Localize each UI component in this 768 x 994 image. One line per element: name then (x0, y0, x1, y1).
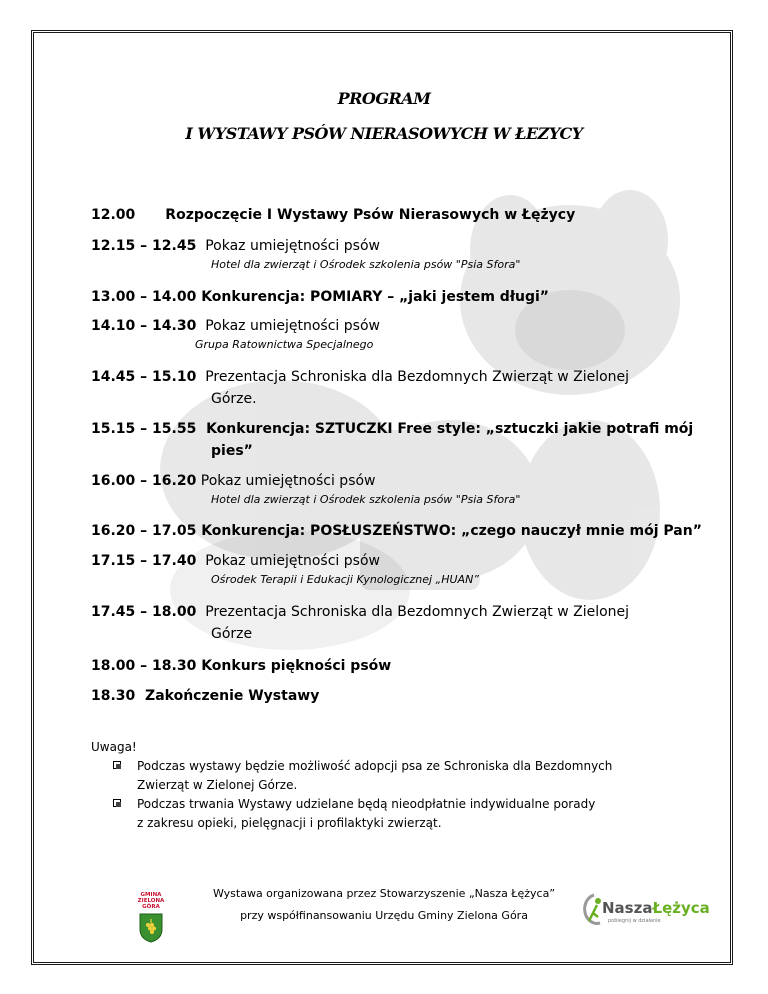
footer-organizer: Wystawa organizowana przez Stowarzyszenie „Nasza Łężyca” (212, 887, 556, 900)
schedule-event: Pokaz umiejętności psów (205, 318, 380, 334)
footer-funding: przy współfinansowaniu Urzędu Gminy Zielona Góra (240, 909, 528, 922)
schedule-time: 18.30 (91, 688, 136, 704)
note-text-line: Podczas trwania Wystawy udzielane będą nieodpłatnie indywidualne porady (137, 797, 596, 811)
schedule-event: Prezentacja Schroniska dla Bezdomnych Zwierząt w Zielonej (205, 369, 630, 385)
program-title: PROGRAM (337, 89, 431, 108)
notes-heading: Uwaga! (91, 740, 137, 754)
schedule-item (91, 471, 376, 491)
logo-text-part: Łężyca (652, 899, 710, 917)
note-text-line: z zakresu opieki, pielęgnacji i profilaktyki zwierząt. (137, 816, 442, 830)
schedule-time: 17.45 – 18.00 (91, 604, 197, 620)
checkbox-bullet-icon (113, 799, 121, 807)
schedule-event: Konkurencja: SZTUCZKI Free style: „sztuczki jakie potrafi mój (206, 421, 694, 437)
schedule-time: 17.15 – 17.40 (91, 553, 197, 569)
gmina-logo-label: GMINA (140, 892, 162, 898)
note-text-line: Zwierząt w Zielonej Górze. (137, 778, 298, 792)
schedule-item (91, 686, 319, 706)
schedule-time: 18.00 – 18.30 (91, 658, 197, 674)
schedule-time: 13.00 – 14.00 (91, 289, 197, 305)
note-item (113, 795, 676, 833)
schedule-organizer: Ośrodek Terapii i Edukacji Kynologicznej „HUAN” (211, 573, 480, 586)
schedule-time: 15.15 – 15.55 (91, 421, 197, 437)
schedule-event: Pokaz umiejętności psów (205, 238, 380, 254)
program-subtitle: I WYSTAWY PSÓW NIERASOWYCH W ŁEZYCY (185, 124, 583, 143)
schedule-item (91, 521, 702, 541)
schedule-event: Konkurs piękności psów (201, 658, 392, 674)
schedule-organizer: Hotel dla zwierząt i Ośrodek szkolenia psów "Psia Sfora" (211, 493, 521, 506)
schedule-event-continuation: pies” (211, 443, 253, 459)
schedule-item (91, 551, 380, 571)
coat-of-arms-icon (139, 913, 163, 943)
nasza-lezyca-logo-text (602, 899, 710, 917)
schedule-item (91, 316, 380, 336)
schedule-event: Pokaz umiejętności psów (205, 553, 380, 569)
logo-tagline: pobiegnij w działanie (608, 918, 661, 924)
schedule-event-continuation: Górze. (211, 391, 257, 407)
schedule-event: Konkurencja: POSŁUSZEŃSTWO: „czego nauczył mnie mój Pan” (201, 523, 702, 539)
schedule-event: Konkurencja: POMIARY – „jaki jestem długi” (201, 289, 550, 305)
schedule-time: 12.00 (91, 207, 136, 223)
schedule-item (91, 287, 549, 307)
schedule-time: 12.15 – 12.45 (91, 238, 197, 254)
schedule-item (91, 205, 575, 225)
schedule-organizer: Hotel dla zwierząt i Ośrodek szkolenia psów "Psia Sfora" (211, 258, 521, 271)
schedule-time: 14.10 – 14.30 (91, 318, 197, 334)
gmina-zielona-gora-logo (131, 892, 171, 947)
schedule-event-continuation: Górze (211, 626, 253, 642)
schedule-item (91, 367, 629, 387)
schedule-event: Pokaz umiejętności psów (200, 473, 376, 489)
schedule-time: 16.20 – 17.05 (91, 523, 197, 539)
schedule-time: 16.00 – 16.20 (91, 473, 197, 489)
schedule-item (91, 419, 693, 439)
checkbox-bullet-icon (113, 761, 121, 769)
gmina-logo-label: ZIELONA GÓRA (137, 898, 165, 910)
schedule-event: Zakończenie Wystawy (145, 688, 320, 704)
schedule-organizer: Grupa Ratownictwa Specjalnego (195, 338, 374, 351)
note-text-line: Podczas wystawy będzie możliwość adopcji psa ze Schroniska dla Bezdomnych (137, 759, 613, 773)
schedule-time: 14.45 – 15.10 (91, 369, 197, 385)
schedule-event: Prezentacja Schroniska dla Bezdomnych Zwierząt w Zielonej (205, 604, 630, 620)
nasza-lezyca-logo (580, 891, 720, 931)
note-item (113, 757, 676, 795)
schedule-item (91, 656, 391, 676)
schedule-event: Rozpoczęcie I Wystawy Psów Nierasowych w Łężycy (165, 207, 576, 223)
schedule-item (91, 602, 629, 622)
schedule-item (91, 236, 380, 256)
logo-text-part: Nasza (602, 899, 653, 917)
